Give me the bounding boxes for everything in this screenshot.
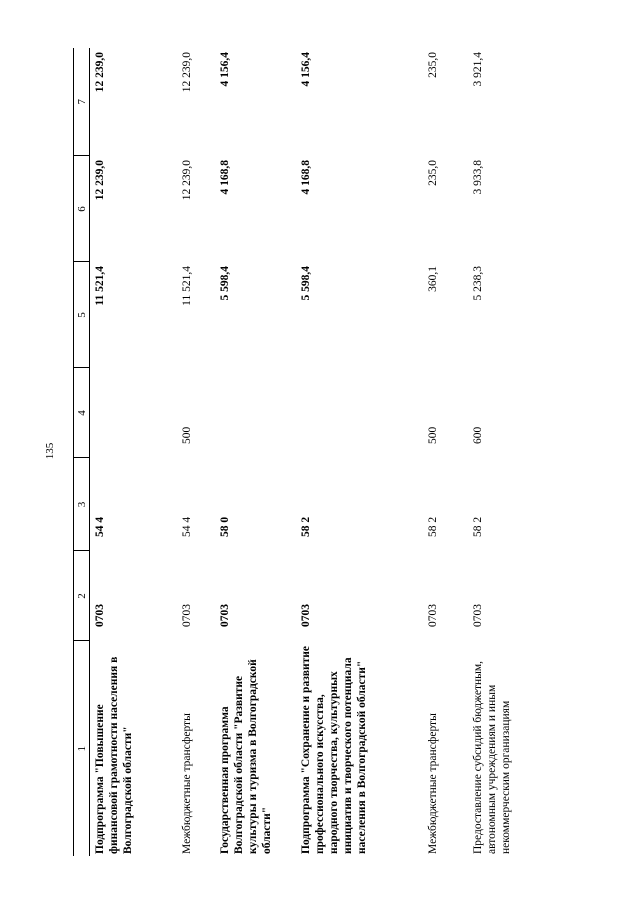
expense-type: 500 [427,426,439,444]
section-code: 0703 [181,604,193,627]
amount-col-7: 12 239,0 [94,52,106,93]
expense-type: 500 [181,426,193,444]
budget-table [73,48,580,856]
row-name: Предоставление субсидий бюджетным, автономным учреждениям и иным некоммерческим организациям [472,660,512,854]
program-code: 54 4 [94,516,106,537]
amount-col-6: 4 168,8 [219,160,231,195]
expense-type [296,368,417,458]
amount-col-5: 11 521,4 [181,266,193,306]
amount-col-7: 4 156,4 [300,52,312,87]
row-name: Подпрограмма "Повышение финансовой грамотности населения в Волгоградской области" [94,656,134,854]
section-code: 0703 [219,604,231,627]
expense-type: 600 [472,426,484,444]
column-number-row [74,48,90,856]
column-header-1: 1 [74,641,90,856]
table-row [215,48,296,856]
row-name: Межбюджетные трансферты [181,713,193,854]
amount-col-6: 12 239,0 [94,160,106,201]
amount-col-5: 360,1 [427,266,439,292]
amount-col-5: 11 521,4 [94,266,106,306]
row-name: Государственная программа Волгоградской области "Развитие культуры и туризма в Волгоградской области" [219,659,273,854]
section-code: 0703 [94,604,106,627]
amount-col-7: 3 921,4 [472,52,484,87]
column-header-7: 7 [74,48,90,156]
amount-col-6: 12 239,0 [181,160,193,201]
column-header-3: 3 [74,458,90,551]
section-code: 0703 [300,604,312,627]
amount-col-7: 4 156,4 [219,52,231,87]
program-code: 58 0 [219,516,231,537]
amount-col-5: 5 238,3 [472,266,484,301]
amount-col-6: 3 933,8 [472,160,484,195]
table-row [463,48,564,856]
column-header-6: 6 [74,156,90,262]
table-row [417,48,463,856]
page-number: 135 [44,442,56,460]
rotated-page-area [73,48,580,856]
row-name: Межбюджетные трансферты [427,713,439,854]
expense-type [90,368,172,458]
amount-col-6: 235,0 [427,160,439,186]
expense-type [215,368,296,458]
amount-col-5: 5 598,4 [219,266,231,301]
column-header-4: 4 [74,368,90,458]
table-row [90,48,172,856]
table-row [296,48,417,856]
row-name: Подпрограмма "Сохранение и развитие профессионального искусства, народного творчества, культурных инициатив и творческого потенциала населения в Волгоградской области" [300,645,368,854]
column-header-5: 5 [74,262,90,368]
section-code: 0703 [427,604,439,627]
section-code: 0703 [472,604,484,627]
program-code: 58 2 [427,516,439,537]
program-code: 54 4 [181,516,193,537]
amount-col-5: 5 598,4 [300,266,312,301]
program-code: 58 2 [300,516,312,537]
amount-col-7: 12 239,0 [181,52,193,93]
table-row [171,48,215,856]
amount-col-6: 4 168,8 [300,160,312,195]
amount-col-7: 235,0 [427,52,439,78]
column-header-2: 2 [74,551,90,641]
program-code: 58 2 [472,516,484,537]
